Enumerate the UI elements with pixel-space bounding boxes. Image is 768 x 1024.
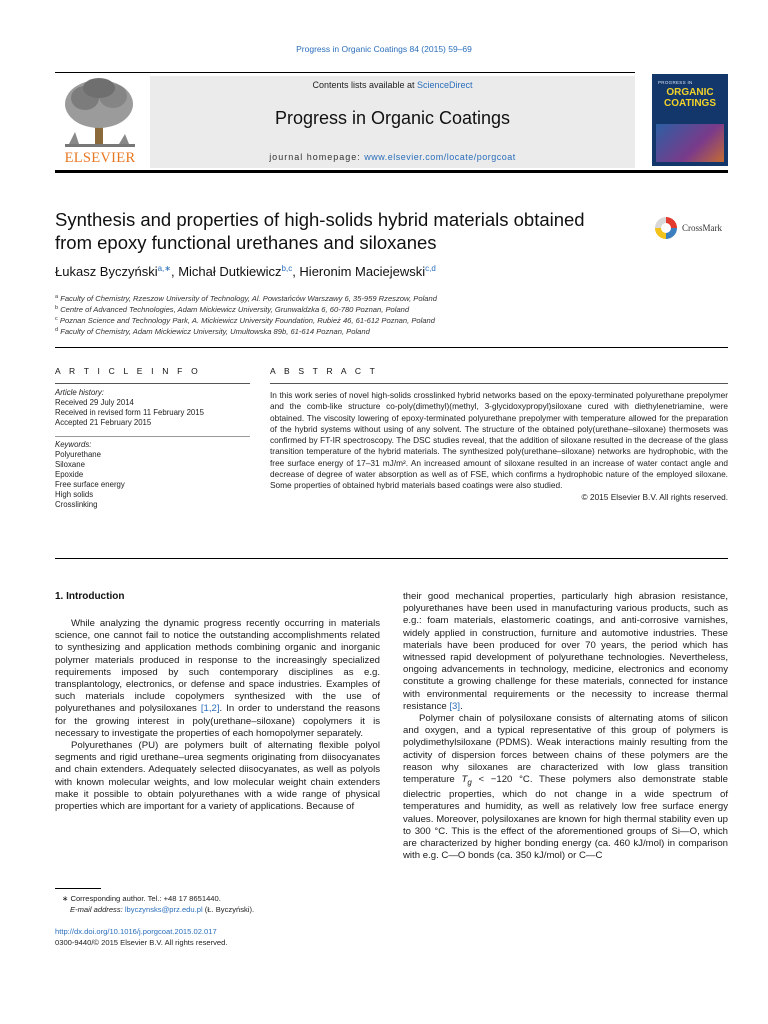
affiliation bbox=[55, 324, 655, 338]
footnote-rule bbox=[55, 888, 101, 889]
elsevier-logo-text: ELSEVIER bbox=[64, 150, 136, 166]
journal-homepage-link[interactable]: www.elsevier.com/locate/porgcoat bbox=[364, 152, 516, 162]
author-affiliation-marks[interactable]: c,d bbox=[425, 264, 436, 273]
body-paragraph: Polyurethanes (PU) are polymers built of alternating flexible polyol segments and rigid urethane–urea segments originating from diisocyanates and chain extenders. Adequately selected diisocyanates, as well as polyols with known molecular weights, and low molecular weight chain extenders make it possible to obtain polyurethanes with a wide range of physical properties which are important for a variety of applications. Because of bbox=[55, 740, 380, 813]
article-info-heading: A R T I C L E I N F O bbox=[55, 366, 201, 376]
tg-letter: T bbox=[461, 774, 468, 786]
keyword: Epoxide bbox=[55, 470, 84, 479]
keyword: High solids bbox=[55, 490, 94, 499]
author-name[interactable]: Michał Dutkiewicz bbox=[178, 264, 282, 279]
crossmark-label: CrossMark bbox=[682, 223, 722, 233]
accepted-date: Accepted 21 February 2015 bbox=[55, 418, 152, 427]
author-affiliation-marks[interactable]: a,∗ bbox=[157, 264, 171, 273]
sciencedirect-link[interactable]: ScienceDirect bbox=[417, 80, 473, 90]
affiliation-text: Faculty of Chemistry, Adam Mickiewicz University, Umultowska 89b, 61-614 Poznan, Poland bbox=[60, 327, 370, 336]
affiliation-mark: c bbox=[55, 316, 58, 322]
journal-name: Progress in Organic Coatings bbox=[274, 108, 511, 128]
author-separator: , bbox=[170, 264, 179, 279]
doi-link[interactable] bbox=[55, 926, 385, 937]
abstract-divider bbox=[55, 558, 728, 559]
body-text: While analyzing the dynamic progress recently occurring in materials science, one cannot fail to notice the outstanding accomplishments related to synthesizing and application methods combining organic and inorganic polymer materials produced in response to the increasingly specialized requirements imposed by such contemporary disciplines as e.g. transplantology, electronics, or defense and space industries. Examples of such materials include copolymers synthesized with the use of polyurethanes and polysiloxanes bbox=[55, 618, 380, 715]
cover-small-text: PROGRESS IN bbox=[658, 80, 693, 85]
body-text: their good mechanical properties, particularly high abrasion resistance, polyurethanes have been used in manufacturing various products, such as e.g.: foam materials, elastomeric coatings, and anti-corrosive varnishes, widely applied in construction, furniture and automotive industries. These materials have been produced for over 70 years, the period which has witnessed rapid development of polyurethane technologies. Nevertheless, ongoing advancements in technology, medicine, electronics and economy constitute a growing challenge for these materials, connected for instance with environmental requirements or the necessity to increase thermal resistance bbox=[403, 591, 728, 712]
corresponding-author-note: ∗ Corresponding author. Tel.: +48 17 8651440. bbox=[62, 894, 221, 903]
journal-reference-link[interactable]: Progress in Organic Coatings 84 (2015) 59–69 bbox=[296, 44, 472, 54]
header-bottom-rule bbox=[55, 170, 728, 173]
keywords-label: Keywords: bbox=[55, 440, 92, 449]
author-name[interactable]: Łukasz Byczyński bbox=[55, 264, 158, 279]
keyword: Siloxane bbox=[55, 460, 85, 469]
abstract-copyright: © 2015 Elsevier B.V. All rights reserved. bbox=[581, 491, 728, 502]
email-note bbox=[70, 904, 400, 915]
citation-link[interactable]: [1,2] bbox=[200, 703, 220, 715]
body-paragraph bbox=[403, 713, 728, 862]
article-info-panel bbox=[55, 388, 250, 510]
keyword: Crosslinking bbox=[55, 500, 98, 509]
author-name[interactable]: Hieronim Maciejewski bbox=[299, 264, 426, 279]
article-history-label: Article history: bbox=[55, 388, 104, 397]
abstract-heading: A B S T R A C T bbox=[270, 366, 379, 376]
tg-symbol bbox=[461, 774, 471, 785]
crossmark-icon bbox=[654, 214, 678, 242]
keyword: Polyurethane bbox=[55, 450, 101, 459]
abstract-rule bbox=[270, 383, 728, 384]
body-right-column bbox=[403, 591, 728, 862]
affiliation-mark: d bbox=[55, 327, 59, 333]
body-text: . bbox=[460, 700, 463, 712]
body-text: Polymer chain of polysiloxane consists of alternating atoms of silicon and oxygen, and a typical representative of this group of polymers is polydimethylsiloxane (PDMS). Weak interactions mainly resulting from the activity of dispersion forces between chains of these polymers are the reason why siloxanes are characterized with low glass transition temperature bbox=[403, 713, 728, 786]
article-info-rule bbox=[55, 383, 250, 384]
author-separator: , bbox=[292, 264, 300, 279]
doi-url[interactable]: http://dx.doi.org/10.1016/j.porgcoat.2015.02.017 bbox=[55, 927, 217, 936]
keyword: Free surface energy bbox=[55, 480, 125, 489]
section-heading-introduction: 1. Introduction bbox=[55, 591, 125, 602]
author-list bbox=[55, 264, 695, 279]
body-text: < −120 °C. These polymers also demonstrate stable dielectric properties, which do not change in a wide spectrum of temperatures and humidity, as well as relatively low free surface energy values. Moreover, polysiloxanes are known for high thermal stability even up to 300 °C. This is the effect of the aforementioned groups of Si—O, which are characterized by higher bonding energy (ca. 460 kJ/mol) in comparison with e.g. C—O bonds (ca. 350 kJ/mol) or C—C bbox=[403, 774, 728, 862]
email-suffix: (Ł. Byczyński). bbox=[202, 905, 255, 914]
cover-title-line-2: COATINGS bbox=[663, 98, 717, 109]
keywords-divider bbox=[55, 436, 250, 437]
body-paragraph bbox=[55, 618, 380, 740]
contents-prefix: Contents lists available at bbox=[312, 80, 418, 90]
cover-title-line-1: ORGANIC bbox=[666, 87, 714, 98]
author-affiliation-marks[interactable]: b,c bbox=[281, 264, 293, 273]
abstract-panel bbox=[270, 390, 728, 502]
affiliation-text: Centre of Advanced Technologies, Adam Mickiewicz University, Grunwaldzka 6, 60-780 Poznan, Poland bbox=[60, 305, 410, 314]
journal-homepage-line bbox=[150, 152, 635, 162]
contents-availability-line bbox=[150, 80, 635, 90]
affiliation-text: Poznan Science and Technology Park, A. Mickiewicz University Foundation, Rubież 46, 61-612 Poznan, Poland bbox=[59, 316, 435, 325]
affiliation-mark: a bbox=[55, 294, 59, 300]
affiliation-mark: b bbox=[55, 305, 59, 311]
homepage-label: journal homepage: bbox=[269, 152, 365, 162]
citation-link[interactable]: [3] bbox=[449, 700, 461, 712]
header-top-rule bbox=[55, 72, 635, 73]
abstract-text: In this work series of novel high-solids crosslinked hybrid networks based on the epoxy-terminated polyurethane prepolymer and the comb-like structure co-poly(dimethyl)(methyl, 3-glycidoxypropyl)siloxane cured with diethylenetriamine, were obtained. The viscosity lowering of epoxy-terminated polyurethane prepolymer with temperature allowed for the preparation of the hybrid systems without using of any solvent. The structure of the obtained poly(urethane–siloxane) thermosets was confirmed by FT-IR spectroscopy. The DSC studies reveal, that the addition of siloxane resulted in the decrease of the glass transition temperature of the hybrid materials. The synthesized poly(urethane–siloxane) networks are hydrophobic, with the free surface energy of 17–31 mJ/m². An increased amount of siloxane resulted in an increase of water contact angle and decrease of degree of water absorption as well as of FSE, which confirms a hydrophobic nature of the employed siloxane. Some properties of obtained hybrid materials based coatings were also studied. bbox=[270, 390, 728, 491]
article-title: Synthesis and properties of high-solids hybrid materials obtained from epoxy functional urethanes and siloxanes bbox=[55, 209, 585, 253]
crossmark-badge[interactable] bbox=[654, 214, 728, 242]
cover-image bbox=[656, 124, 724, 162]
revised-date: Received in revised form 11 February 2015 bbox=[55, 408, 204, 417]
received-date: Received 29 July 2014 bbox=[55, 398, 134, 407]
affiliation-divider bbox=[55, 347, 728, 348]
body-paragraph bbox=[403, 591, 728, 713]
journal-cover-thumbnail[interactable] bbox=[652, 74, 728, 166]
email-link[interactable]: lbyczynsks@prz.edu.pl bbox=[124, 905, 203, 914]
affiliation-text: Faculty of Chemistry, Rzeszow University of Technology, Al. Powstańców Warszawy 6, 35-959 Rzeszow, Poland bbox=[60, 294, 437, 303]
issn-line: 0300-9440/© 2015 Elsevier B.V. All rights reserved. bbox=[55, 938, 228, 947]
body-text: . In order to understand the reasons for the growing interest in poly(urethane–siloxane) copolymers it is necessary to investigate the properties of each homopolymer separately. bbox=[55, 703, 380, 739]
email-label: E-mail address: bbox=[70, 905, 125, 914]
body-left-column bbox=[55, 618, 380, 813]
tg-subscript: g bbox=[467, 777, 472, 787]
